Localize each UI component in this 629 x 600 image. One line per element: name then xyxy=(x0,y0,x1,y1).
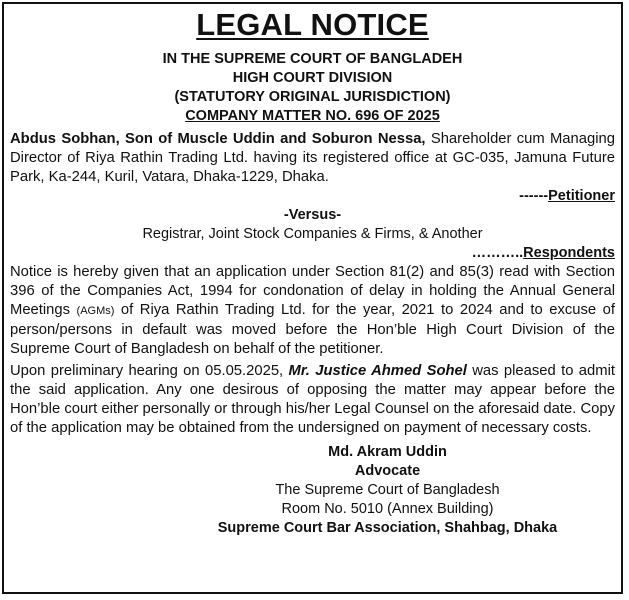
signature-block xyxy=(10,443,615,538)
notice-paragraph-1 xyxy=(10,263,615,359)
respondents-tag xyxy=(10,244,615,263)
advocate-title: Advocate xyxy=(354,463,421,479)
notice-paragraph-2 xyxy=(10,362,615,438)
legal-notice xyxy=(2,2,623,594)
justice-name: Mr. Justice Ahmed Sohel xyxy=(288,363,467,379)
company-matter-number: COMPANY MATTER NO. 696 OF 2025 xyxy=(185,108,440,124)
petitioner-description: Shareholder cum Managing Director of Riya Rathin Trading Ltd. having its registered office at GC-035, Jamuna Future Park, Ka-244, Kuril, Vatara, Dhaka-1229, Dhaka. xyxy=(10,131,615,185)
notice-text-2b: was pleased to admit the said application. Any one desirous of opposing the matter may appear before the Hon’ble court either personally or through his/her Legal Counsel on the aforesaid date. Copy of the application may be obtained from the undersigned on payment of necessary costs. xyxy=(10,363,615,436)
petitioner-label: Petitioner xyxy=(548,188,615,204)
agm-abbreviation: (AGMs) xyxy=(76,305,115,317)
notice-title: LEGAL NOTICE xyxy=(196,7,429,42)
petitioner-paragraph xyxy=(10,130,615,187)
advocate-court: The Supreme Court of Bangladesh xyxy=(275,482,500,498)
versus-label: -Versus- xyxy=(283,207,342,223)
advocate-association: Supreme Court Bar Association, Shahbag, Dhaka xyxy=(217,520,558,536)
advocate-name: Md. Akram Uddin xyxy=(328,444,447,460)
advocate-room: Room No. 5010 (Annex Building) xyxy=(281,501,494,517)
respondents-description: Registrar, Joint Stock Companies & Firms, & Another xyxy=(142,226,483,242)
notice-text-1b: of Riya Rathin Trading Ltd. for the year, 2021 to 2024 and to excuse of person/persons in default was moved before the Hon’ble High Court Division of the Supreme Court of Bangladesh on behalf of the petitioner. xyxy=(10,302,615,357)
respondents-label: Respondents xyxy=(523,245,615,261)
court-heading xyxy=(10,50,615,126)
court-division: HIGH COURT DIVISION xyxy=(232,70,393,86)
petitioner-tag xyxy=(10,187,615,206)
respondents-dots: ……….. xyxy=(471,245,524,261)
notice-text-1a: Notice is hereby given that an application under Section 81(2) and 85(3) read with Section 396 of the Companies Act, 1994 for condonation of delay in holding the Annual General Meetings xyxy=(10,264,615,318)
court-jurisdiction: (STATUTORY ORIGINAL JURISDICTION) xyxy=(174,89,451,105)
petitioner-separator: , xyxy=(115,131,125,147)
notice-text-2a: Upon preliminary hearing on 05.05.2025, xyxy=(10,363,289,379)
court-name: IN THE SUPREME COURT OF BANGLADEH xyxy=(162,51,463,67)
petitioner-name: Abdus Sobhan xyxy=(10,131,116,147)
petitioner-relation: Son of Muscle Uddin and Soburon Nessa, xyxy=(124,131,426,147)
petitioner-dashes: ------ xyxy=(519,188,549,204)
